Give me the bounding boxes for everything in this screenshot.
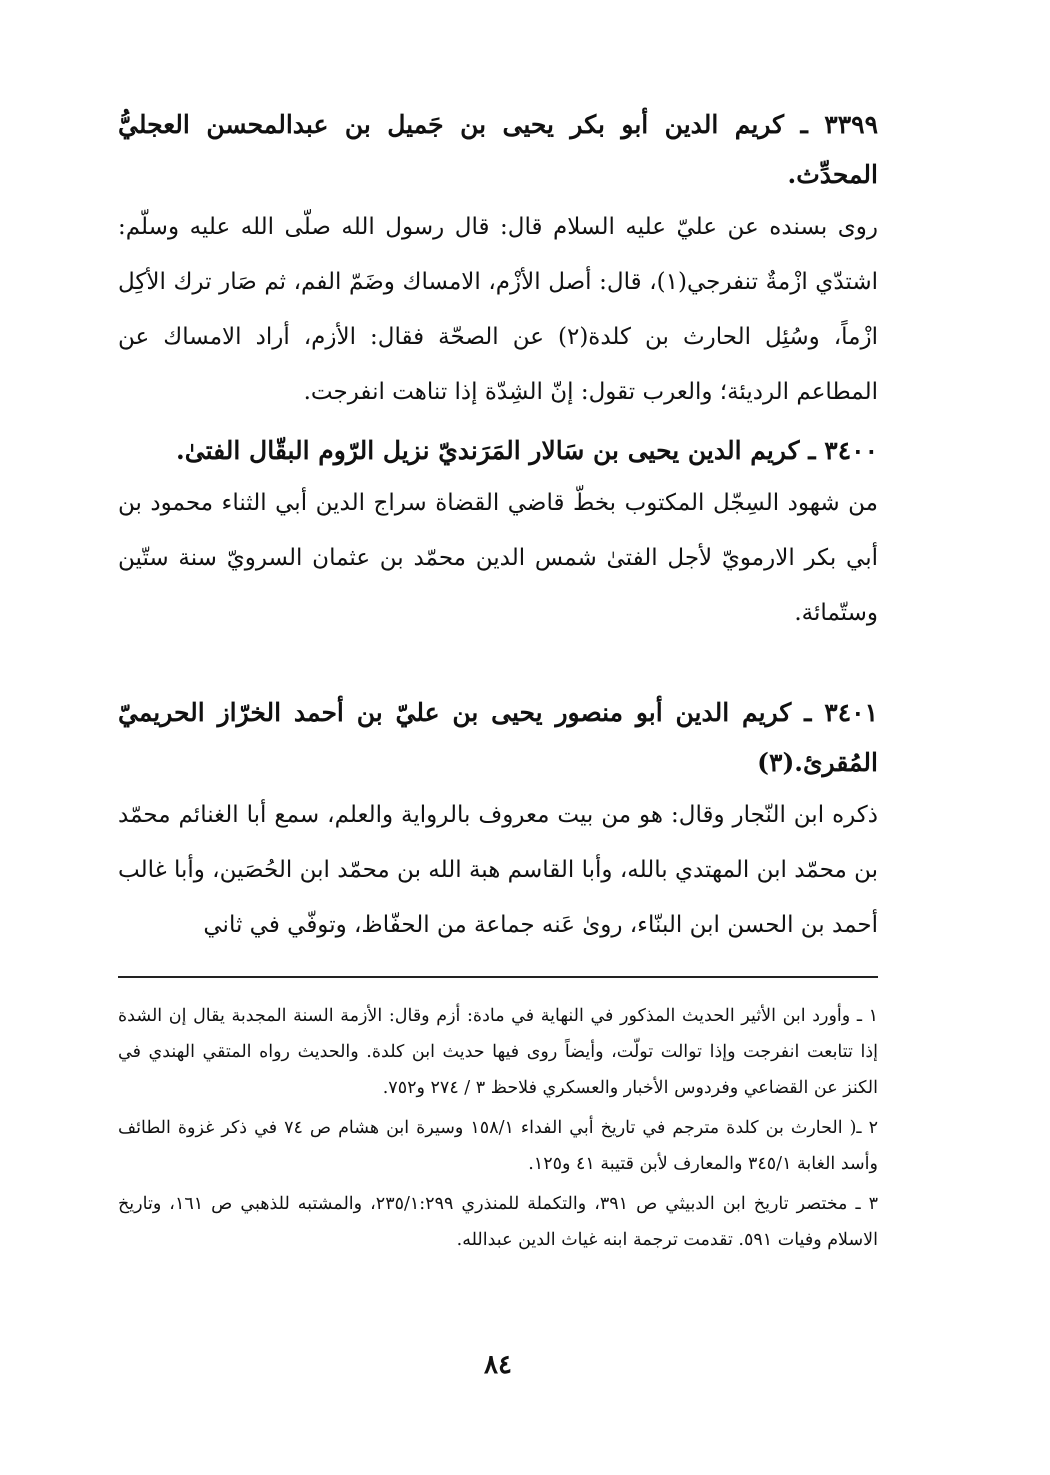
- entry-title: ٣٣٩٩ ـ كريم الدين أبو بكر يحيى بن جَميل بن عبدالمحسن العجليُّ المحدِّث.: [118, 110, 878, 189]
- footnotes: [118, 998, 878, 1262]
- biography-entry-3399: [118, 100, 878, 420]
- entry-body: [118, 788, 878, 953]
- entry-body: [118, 476, 878, 641]
- page-number: ٨٤: [484, 1350, 512, 1380]
- entry-text: من شهود السِجّل المكتوب بخطّ قاضي القضاة سراج الدين أبي الثناء محمود بن أبي بكر الارمويّ لأجل الفتىٰ شمس الدين محمّد بن عثمان السرويّ سنة ستّين وستّمائة.: [118, 490, 878, 626]
- footnote-3: ٣ ـ مختصر تاريخ ابن الدبيثي ص ٣٩١، والتكملة للمنذري ٢٣٥/١:٢٩٩، والمشتبه للذهبي ص ١٦١، وتاريخ الاسلام وفيات ٥٩١. تقدمت ترجمة ابنه غياث الدين عبدالله.: [118, 1194, 879, 1250]
- footnote-1: ١ ـ وأورد ابن الأثير الحديث المذكور في النهاية في مادة: أزم وقال: الأزمة السنة المجدبة يقال إن الشدة إذا تتابعت انفرجت وإذا توالت تولّت، وأيضاً روى فيها حديث ابن كلدة. والحديث رواه المتقي الهندي في الكنز عن القضاعي وفردوس الأخبار والعسكري فلاحظ ٣ / ٢٧٤ و٧٥٢.: [118, 1006, 878, 1098]
- entry-body: [118, 200, 878, 420]
- biography-entry-3401: [118, 688, 878, 953]
- footnote-divider: [118, 976, 878, 978]
- footnote-2: ٢ ـ( الحارث بن كلدة مترجم في تاريخ أبي الفداء ١٥٨/١ وسيرة ابن هشام ص ٧٤ في ذكر غزوة الطائف وأسد الغابة ٣٤٥/١ والمعارف لأبن قتيبة ٤١ و١٢٥.: [118, 1118, 878, 1174]
- entry-title: ٣٤٠١ ـ كريم الدين أبو منصور يحيى بن عليّ بن أحمد الخرّاز الحريميّ المُقرئ.(٣): [118, 698, 878, 777]
- entry-text: ذكره ابن النّجار وقال: هو من بيت معروف بالرواية والعلم، سمع أبا الغنائم محمّد بن محمّد ابن المهتدي بالله، وأبا القاسم هبة الله بن محمّد ابن الحُصَين، وأبا غالب أحمد بن الحسن ابن البنّاء، روىٰ عَنه جماعة من الحفّاظ، وتوفّي في ثاني: [118, 802, 878, 938]
- entry-title: ٣٤٠٠ ـ كريم الدين يحيى بن سَالار المَرَنديّ نزيل الرّوم البقّال الفتىٰ.: [176, 436, 878, 465]
- biography-entry-3400: [118, 426, 878, 641]
- entry-text: روى بسنده عن عليّ عليه السلام قال: قال رسول الله صلّى الله عليه وسلّم: اشتدّي ازْمةٌ تنفرجي(١)، قال: أصل الأزْم، الامساك وضَمّ الفم، ثم صَار ترك الأكِل ازْماً، وسُئِل الحارث بن كلدة(٢) عن الصحّة فقال: الأزم، أراد الامساك عن المطاعم الرديئة؛ والعرب تقول: إنّ الشِدّة إذا تناهت انفرجت.: [118, 214, 879, 405]
